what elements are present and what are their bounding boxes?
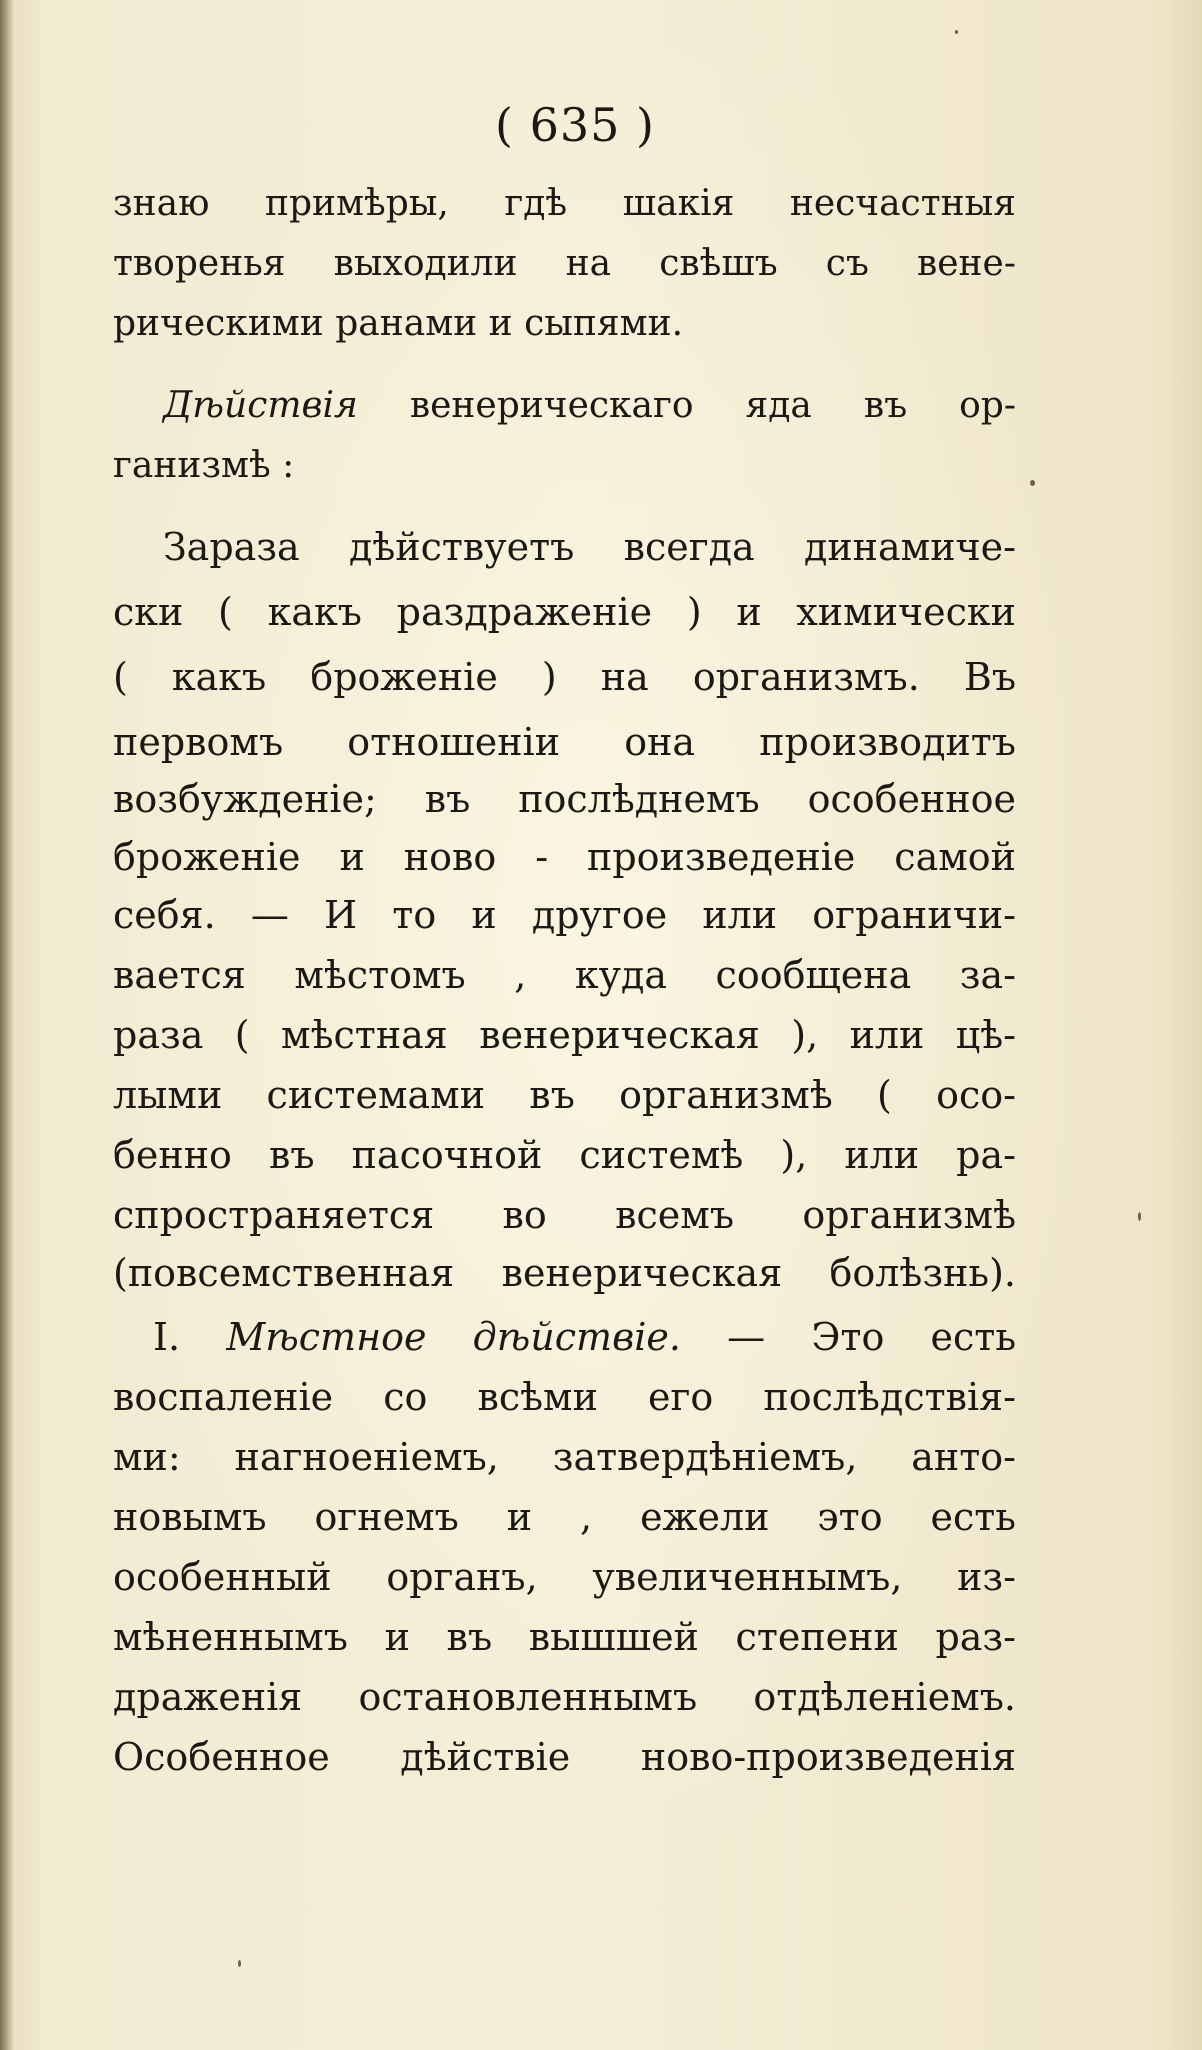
text-line: знаю примѣры, гдѣ шакія несчастныя: [113, 183, 1016, 224]
text-line: особенный органъ, увеличеннымъ, из-: [113, 1555, 1016, 1599]
text-line: ( какъ броженіе ) на организмъ. Въ: [113, 655, 1016, 699]
text-line: мѣненнымъ и въ вышшей степени раз-: [113, 1615, 1016, 1659]
text-line: раза ( мѣстная венерическая ), или цѣ-: [113, 1013, 1016, 1057]
text-line: Зараза дѣйствуетъ всегда динамиче-: [163, 525, 1016, 569]
text-line: возбужденіе; въ послѣднемъ особенное: [113, 777, 1016, 821]
text-line: Особенное дѣйствіе ново-произведенія: [113, 1735, 1016, 1779]
text-line: первомъ отношеніи она производитъ: [113, 720, 1016, 764]
paper-speck: [238, 1960, 241, 1967]
page-number: ( 635 ): [495, 98, 655, 152]
text-line: ми: нагноеніемъ, затвердѣніемъ, анто-: [113, 1435, 1016, 1479]
text-line: ски ( какъ раздраженіе ) и химически: [113, 590, 1016, 634]
text-line: вается мѣстомъ , куда сообщена за-: [113, 953, 1016, 997]
text-line: творенья выходили на свѣшъ съ вене-: [113, 243, 1016, 284]
text-line: броженіе и ново - произведеніе самой: [113, 835, 1016, 879]
text-line: I. Мѣстное дѣйствіе. — Это есть: [153, 1315, 1017, 1359]
text-line: новымъ огнемъ и , ежели это есть: [113, 1495, 1016, 1539]
binding-gutter: [0, 0, 14, 2050]
text-line: бенно въ пасочной системѣ ), или ра-: [113, 1133, 1016, 1177]
text-line: лыми системами въ организмѣ ( осо-: [113, 1073, 1016, 1117]
text-line: ганизмѣ :: [113, 445, 295, 486]
paper-speck: [1030, 480, 1035, 486]
paper-speck: [955, 30, 958, 34]
paper-speck: [1138, 1212, 1141, 1221]
text-line: рическими ранами и сыпями.: [113, 303, 684, 344]
text-line: Дѣйствія венерическаго яда въ ор-: [163, 385, 1016, 426]
text-line: (повсемственная венерическая болѣзнь).: [113, 1251, 1016, 1295]
text-line: спространяется во всемъ организмѣ: [113, 1193, 1016, 1237]
text-line: воспаленіе со всѣми его послѣдствія-: [113, 1375, 1016, 1419]
text-line: себя. — И то и другое или ограничи-: [113, 893, 1016, 937]
text-line: драженія остановленнымъ отдѣленіемъ.: [113, 1675, 1016, 1719]
